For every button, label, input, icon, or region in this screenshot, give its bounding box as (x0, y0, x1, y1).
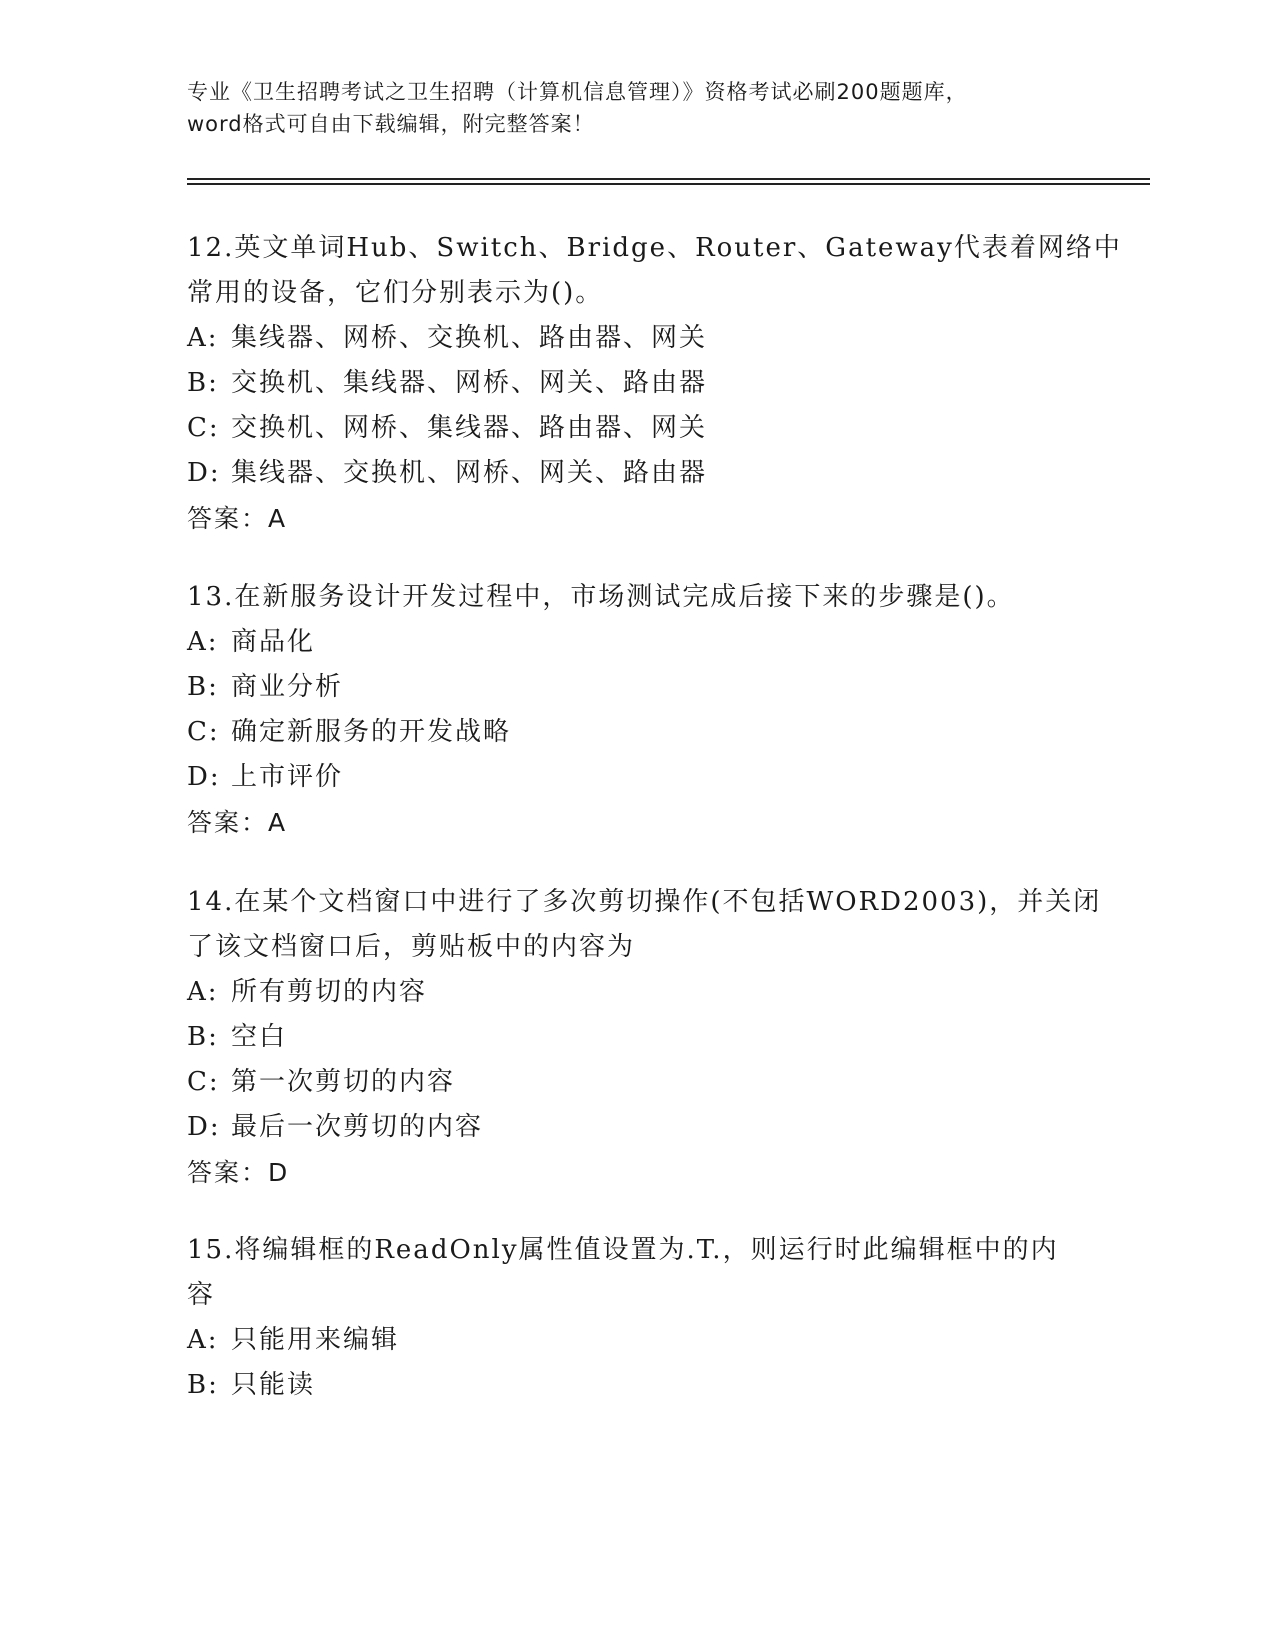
option-b (187, 1015, 1087, 1060)
option-text: 最后一次剪切的内容 (231, 1112, 484, 1142)
option-a (187, 1318, 1087, 1363)
option-b (187, 665, 1087, 710)
option-b (187, 1363, 1087, 1408)
option-text: 第一次剪切的内容 (231, 1067, 456, 1097)
question-stem-line: 容 (187, 1280, 216, 1310)
option-a (187, 970, 1087, 1015)
question-13 (187, 575, 1087, 845)
question-stem-line: 15.将编辑框的ReadOnly属性值设置为.T.，则运行时此编辑框中的内 (187, 1235, 1059, 1265)
option-letter: D: (187, 458, 221, 488)
option-letter: D: (187, 1112, 221, 1142)
option-text: 空白 (231, 1022, 288, 1052)
document-header (187, 76, 1087, 140)
question-stem-line: 14.在某个文档窗口中进行了多次剪切操作(不包括WORD2003)，并关闭 (187, 887, 1102, 917)
option-text: 商业分析 (231, 672, 344, 702)
option-letter: A: (187, 627, 219, 657)
option-letter: B: (187, 672, 219, 702)
option-c (187, 406, 1087, 451)
option-letter: B: (187, 1022, 219, 1052)
option-text: 商品化 (231, 627, 316, 657)
question-stem (187, 880, 1102, 970)
header-line-1: 专业《卫生招聘考试之卫生招聘（计算机信息管理）》资格考试必刷200题题库， (187, 80, 968, 104)
option-d (187, 1105, 1087, 1150)
question-stem-line: 常用的设备，它们分别表示为()。 (187, 278, 604, 308)
question-15 (187, 1228, 1087, 1408)
question-14 (187, 880, 1102, 1195)
question-stem-line: 12.英文单词Hub、Switch、Bridge、Router、Gateway代表着网络中 (187, 233, 1122, 263)
option-text: 确定新服务的开发战略 (231, 717, 512, 747)
option-c (187, 1060, 1087, 1105)
option-letter: A: (187, 323, 219, 353)
option-letter: A: (187, 977, 219, 1007)
header-divider-bottom (187, 183, 1150, 185)
question-12 (187, 226, 1122, 541)
option-text: 交换机、集线器、网桥、网关、路由器 (231, 368, 708, 398)
option-b (187, 361, 1087, 406)
option-text: 交换机、网桥、集线器、路由器、网关 (231, 413, 708, 443)
header-line-2: word格式可自由下载编辑，附完整答案！ (187, 112, 595, 136)
option-text: 集线器、网桥、交换机、路由器、网关 (231, 323, 708, 353)
answer-label: 答案：A (187, 808, 288, 837)
question-stem (187, 1228, 1087, 1318)
option-text: 只能读 (231, 1370, 316, 1400)
option-text: 上市评价 (231, 762, 344, 792)
option-letter: D: (187, 762, 221, 792)
option-a (187, 620, 1087, 665)
question-stem (187, 575, 1087, 620)
option-a (187, 316, 1087, 361)
option-letter: C: (187, 413, 220, 443)
option-text: 只能用来编辑 (231, 1325, 400, 1355)
question-stem-line: 了该文档窗口后，剪贴板中的内容为 (187, 932, 636, 962)
question-stem-line: 13.在新服务设计开发过程中，市场测试完成后接下来的步骤是()。 (187, 582, 1015, 612)
option-letter: C: (187, 1067, 220, 1097)
option-text: 集线器、交换机、网桥、网关、路由器 (231, 458, 708, 488)
question-stem (187, 226, 1122, 316)
option-d (187, 755, 1087, 800)
answer-label: 答案：D (187, 1158, 290, 1187)
header-divider-top (187, 178, 1150, 180)
option-d (187, 451, 1087, 496)
option-letter: A: (187, 1325, 219, 1355)
option-letter: C: (187, 717, 220, 747)
option-letter: B: (187, 1370, 219, 1400)
option-letter: B: (187, 368, 219, 398)
option-c (187, 710, 1087, 755)
option-text: 所有剪切的内容 (231, 977, 428, 1007)
answer-label: 答案：A (187, 504, 288, 533)
